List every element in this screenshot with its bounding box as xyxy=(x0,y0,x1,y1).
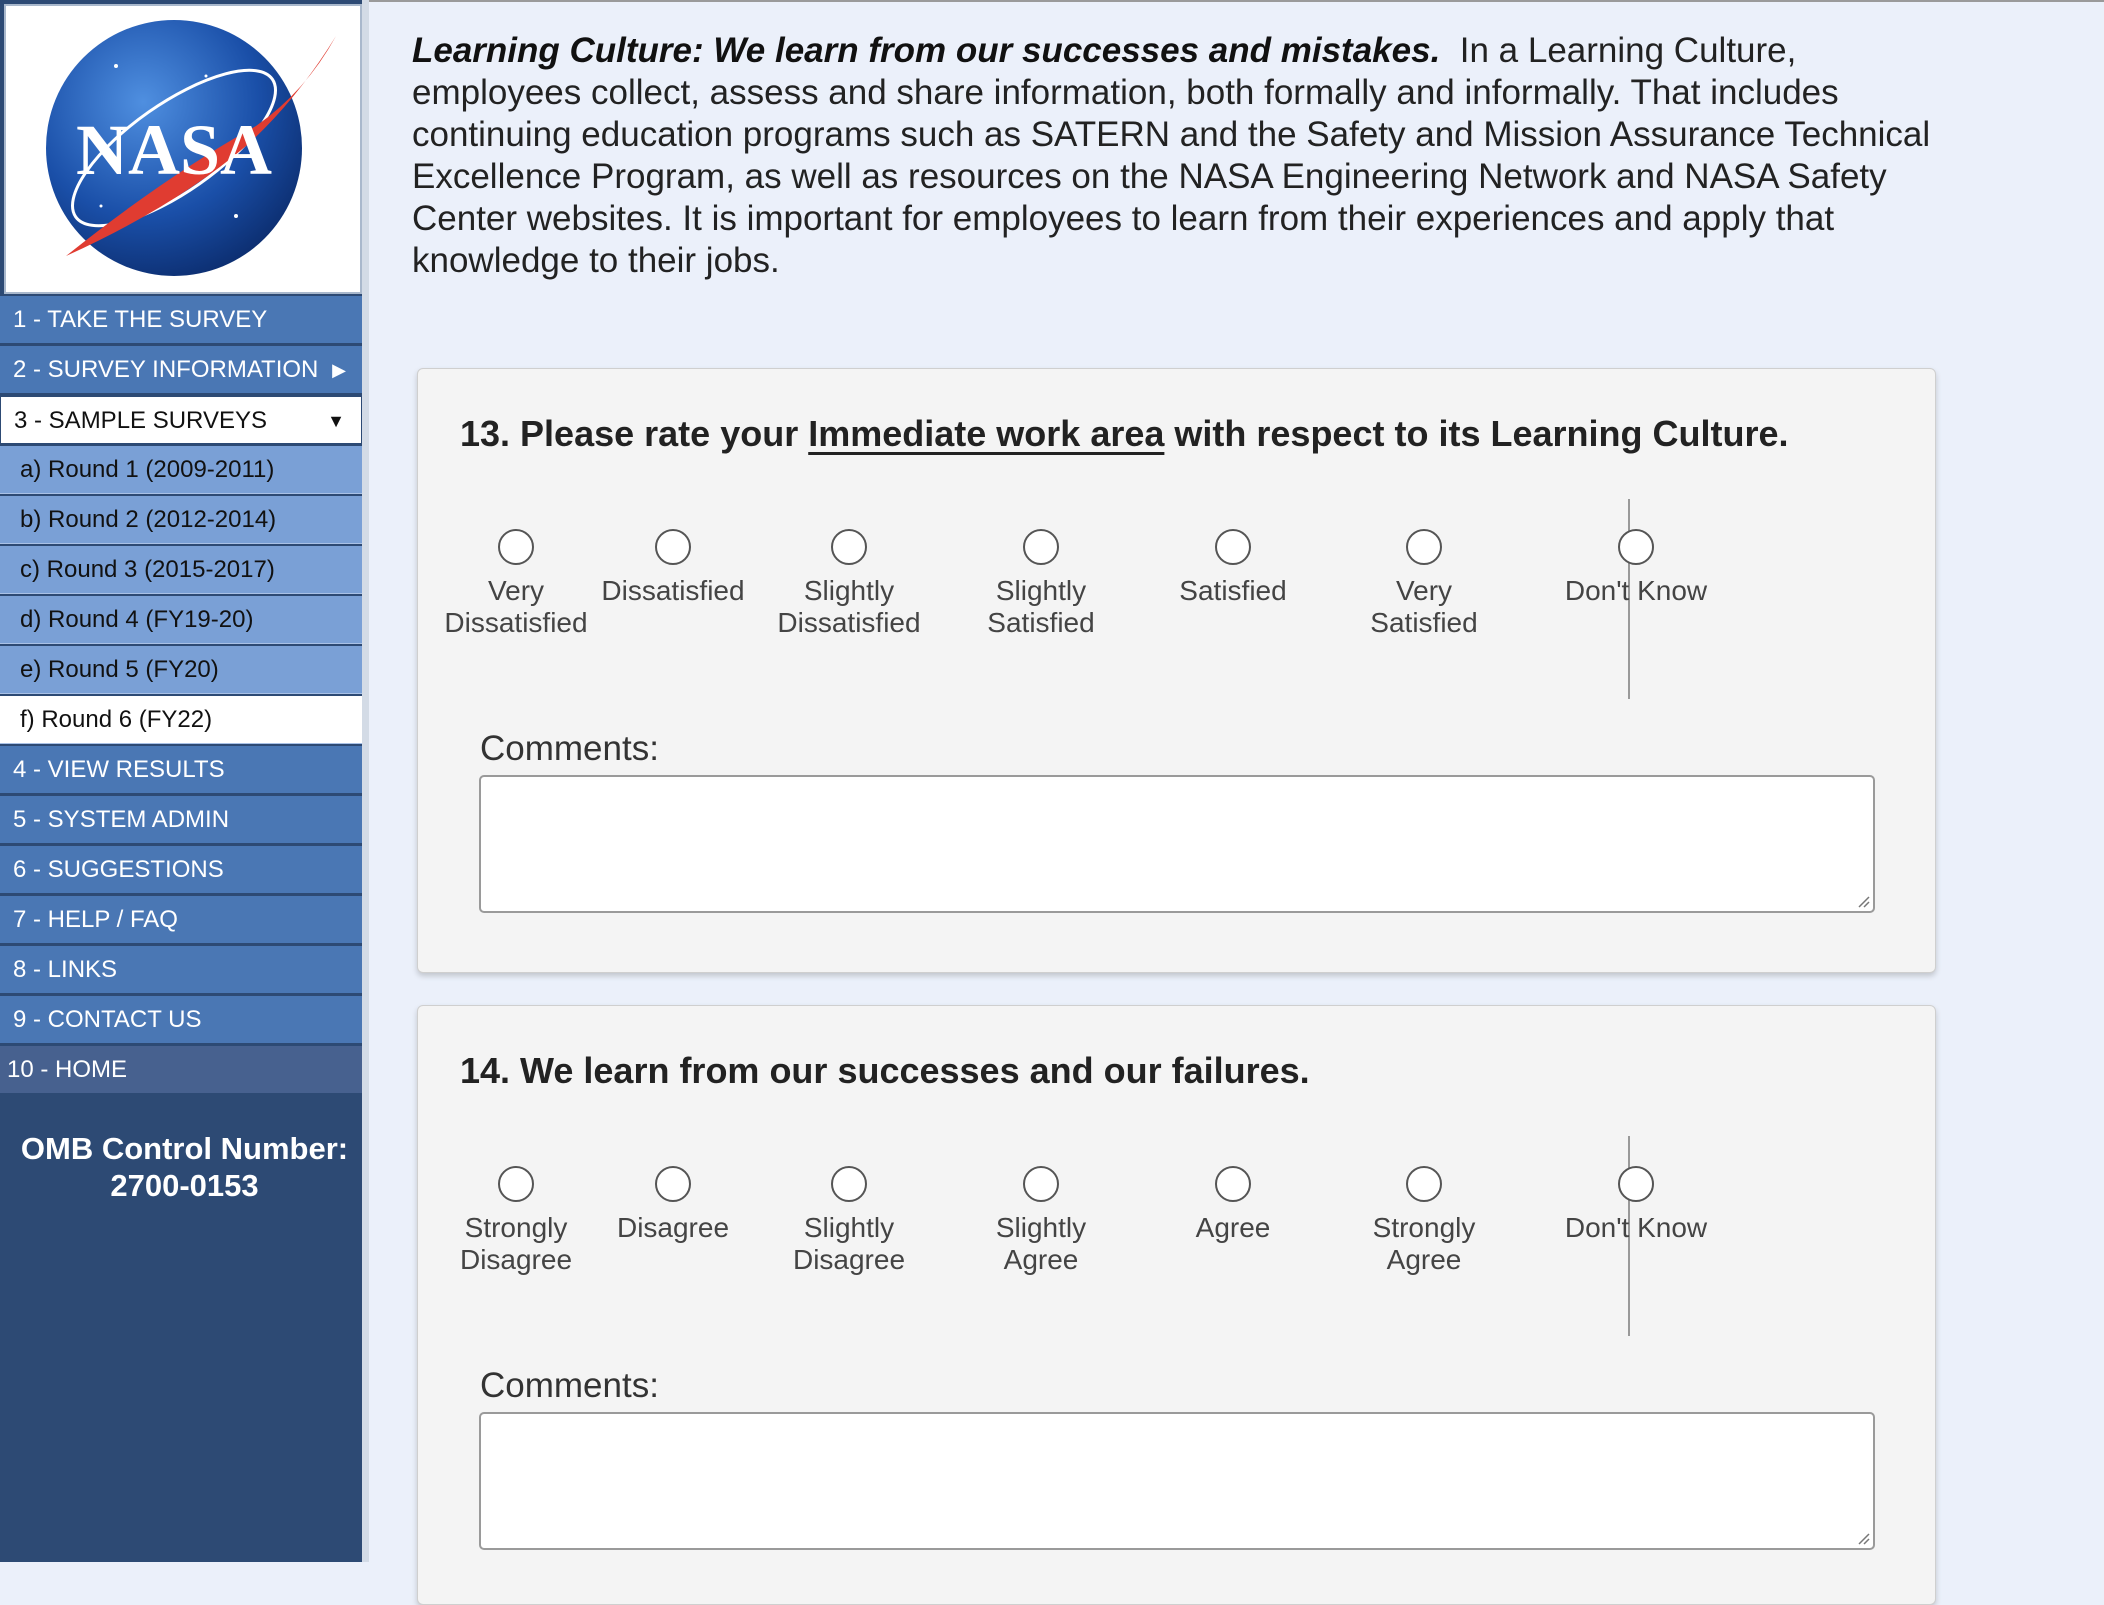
radio-button[interactable] xyxy=(1406,1166,1442,1202)
chevron-down-icon: ▼ xyxy=(327,411,345,431)
radio-button[interactable] xyxy=(831,529,867,565)
nav-label: 8 - LINKS xyxy=(13,956,118,983)
comments-label: Comments: xyxy=(480,1366,659,1405)
question-card-13 xyxy=(417,368,1936,973)
option-line1: Don't Know xyxy=(1564,575,1708,606)
option-line2: Agree xyxy=(1003,1244,1079,1275)
option-line1: Don't Know xyxy=(1564,1212,1708,1243)
option-line1: Slightly xyxy=(995,1212,1087,1243)
radio-button[interactable] xyxy=(498,1166,534,1202)
nav-label: a) Round 1 (2009-2011) xyxy=(20,456,275,483)
question-title-14: 14. We learn from our successes and our failures. xyxy=(460,1050,1310,1091)
omb-control xyxy=(0,1130,369,1204)
resize-handle-icon[interactable] xyxy=(1856,894,1870,908)
nav-label: d) Round 4 (FY19-20) xyxy=(20,606,254,633)
option-line2: Dissatisfied xyxy=(444,607,588,638)
option-line2: Agree xyxy=(1386,1244,1462,1275)
comments-textarea[interactable] xyxy=(479,1412,1875,1550)
option-line1: Slightly xyxy=(995,575,1087,606)
nasa-logo xyxy=(6,6,360,292)
option-slightly-dissatisfied[interactable] xyxy=(754,529,944,639)
sidebar xyxy=(0,0,369,1562)
nav-links[interactable] xyxy=(0,946,362,994)
option-slightly-agree[interactable] xyxy=(946,1166,1136,1276)
nav-help-faq[interactable] xyxy=(0,896,362,944)
option-line1: Strongly xyxy=(464,1212,568,1243)
option-line2: Dissatisfied xyxy=(777,607,921,638)
nav-label: 10 - HOME xyxy=(7,1056,128,1083)
nav-label: c) Round 3 (2015-2017) xyxy=(20,556,275,583)
nav-suggestions[interactable] xyxy=(0,846,362,894)
option-very-satisfied[interactable] xyxy=(1329,529,1519,639)
option-line1: Agree xyxy=(1195,1212,1271,1243)
nav-system-admin[interactable] xyxy=(0,796,362,844)
option-strongly-agree[interactable] xyxy=(1329,1166,1519,1276)
nav-label: 2 - SURVEY INFORMATION xyxy=(13,356,319,383)
nav-view-results[interactable] xyxy=(0,746,362,794)
option-line2: Satisfied xyxy=(987,607,1095,638)
question-emphasis: Immediate work area xyxy=(808,413,1165,454)
option-line1: Dissatisfied xyxy=(601,575,745,606)
option-line1: Very xyxy=(1395,575,1453,606)
top-rule xyxy=(369,0,2104,2)
option-line2: Disagree xyxy=(792,1244,906,1275)
option-line2: Satisfied xyxy=(1370,607,1478,638)
nav-label: 7 - HELP / FAQ xyxy=(13,906,178,933)
nav-label: 1 - TAKE THE SURVEY xyxy=(13,306,268,333)
option-line2: Disagree xyxy=(459,1244,573,1275)
question-title-13 xyxy=(460,413,1788,455)
omb-label: OMB Control Number: xyxy=(20,1131,349,1166)
question-prefix: 13. Please rate your xyxy=(460,413,799,454)
radio-button[interactable] xyxy=(655,529,691,565)
logo-box[interactable] xyxy=(4,4,362,294)
radio-button[interactable] xyxy=(1023,1166,1059,1202)
option-line1: Slightly xyxy=(803,1212,895,1243)
option-satisfied[interactable] xyxy=(1138,529,1328,607)
option-agree[interactable] xyxy=(1138,1166,1328,1244)
nav-label: f) Round 6 (FY22) xyxy=(20,706,213,733)
comments-label: Comments: xyxy=(480,729,659,768)
nav-sample-surveys[interactable] xyxy=(0,396,362,444)
option-disagree[interactable] xyxy=(578,1166,768,1244)
option-dont-know[interactable] xyxy=(1541,529,1731,607)
nav-round-4[interactable] xyxy=(0,596,362,644)
intro-body: In a Learning Culture, employees collect, assess and share information, both formally and informally. That includes continuing education programs such as SATERN and the Safety and Mission Assurance Technical Excellence Program, as well as resources on the NASA Engineering Network and NASA Safety Center websites. It is important for employees to learn from their experiences and apply that knowledge to their jobs. xyxy=(412,31,1931,280)
nav-round-1[interactable] xyxy=(0,446,362,494)
comments-textarea[interactable] xyxy=(479,775,1875,913)
option-line1: Disagree xyxy=(616,1212,730,1243)
radio-button[interactable] xyxy=(655,1166,691,1202)
nav-round-3[interactable] xyxy=(0,546,362,594)
option-line1: Slightly xyxy=(803,575,895,606)
nav-label: 3 - SAMPLE SURVEYS xyxy=(14,407,267,434)
resize-handle-icon[interactable] xyxy=(1856,1531,1870,1545)
option-line1: Satisfied xyxy=(1179,575,1287,606)
radio-button[interactable] xyxy=(1215,1166,1251,1202)
sidebar-edge xyxy=(362,0,369,1562)
option-line1: Very xyxy=(487,575,545,606)
nav-round-5[interactable] xyxy=(0,646,362,694)
question-suffix: with respect to its Learning Culture. xyxy=(1174,413,1789,454)
option-slightly-disagree[interactable] xyxy=(754,1166,944,1276)
option-line1: Strongly xyxy=(1372,1212,1476,1243)
radio-button[interactable] xyxy=(831,1166,867,1202)
nav-round-2[interactable] xyxy=(0,496,362,544)
radio-button[interactable] xyxy=(1023,529,1059,565)
question-card-14 xyxy=(417,1005,1936,1605)
nav-label: e) Round 5 (FY20) xyxy=(20,656,219,683)
radio-button[interactable] xyxy=(1406,529,1442,565)
radio-button[interactable] xyxy=(1618,529,1654,565)
intro-lead: Learning Culture: We learn from our successes and mistakes. xyxy=(412,31,1441,70)
nav-label: 4 - VIEW RESULTS xyxy=(13,756,225,783)
chevron-right-icon: ▶ xyxy=(332,360,346,380)
nav-label: 6 - SUGGESTIONS xyxy=(13,856,224,883)
logo-text: NASA xyxy=(75,110,273,190)
intro-paragraph xyxy=(412,30,1952,282)
radio-button[interactable] xyxy=(1618,1166,1654,1202)
nav-label: 5 - SYSTEM ADMIN xyxy=(13,806,230,833)
radio-button[interactable] xyxy=(1215,529,1251,565)
nav-contact-us[interactable] xyxy=(0,996,362,1044)
nav-take-survey[interactable] xyxy=(0,296,362,344)
nav-survey-information[interactable] xyxy=(0,346,362,394)
sidebar-nav xyxy=(0,296,362,1096)
nav-label: 9 - CONTACT US xyxy=(13,1006,202,1033)
option-dont-know[interactable] xyxy=(1541,1166,1731,1244)
nav-label: b) Round 2 (2012-2014) xyxy=(20,506,277,533)
nav-home[interactable] xyxy=(0,1046,362,1094)
radio-button[interactable] xyxy=(498,529,534,565)
nav-round-6[interactable] xyxy=(0,696,362,744)
omb-number: 2700-0153 xyxy=(110,1168,259,1203)
option-dissatisfied[interactable] xyxy=(578,529,768,607)
option-slightly-satisfied[interactable] xyxy=(946,529,1136,639)
